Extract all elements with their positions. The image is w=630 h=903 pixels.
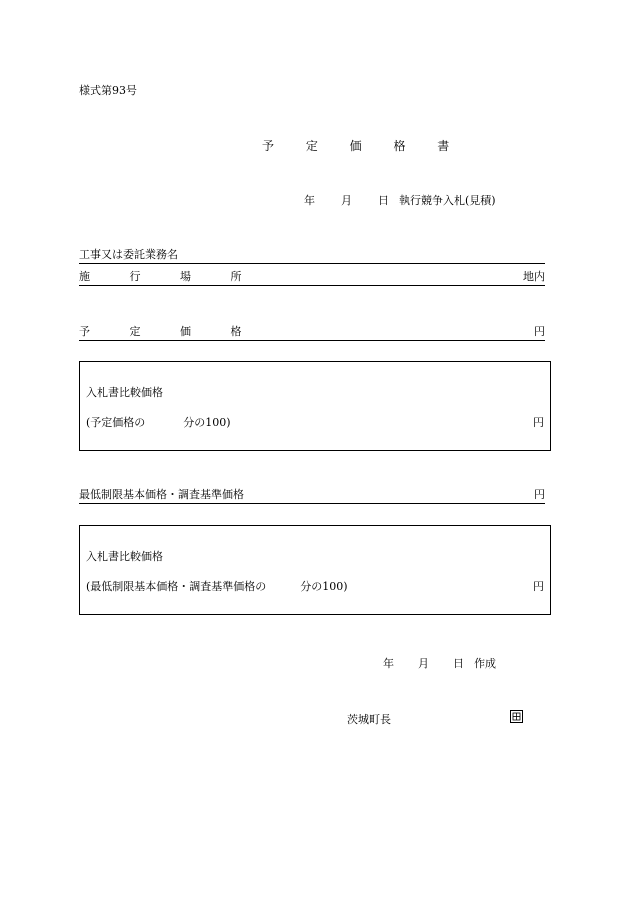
created-year-label: 年 — [383, 657, 394, 670]
bid-comparison-note-prefix: (最低制限基本価格・調査基準価格の — [86, 580, 267, 593]
bid-comparison-unit: 円 — [533, 416, 544, 429]
signatory-title: 茨城町長 — [347, 713, 391, 726]
bid-comparison-note-suffix: 分の100) — [183, 416, 231, 429]
date-year-label: 年 — [304, 194, 315, 207]
minimum-price-label: 最低制限基本価格・調査基準価格 — [79, 488, 244, 501]
bid-comparison-box-2 — [79, 525, 551, 615]
bid-comparison-box-1 — [79, 361, 551, 451]
minimum-price-unit: 円 — [534, 488, 545, 501]
bid-comparison-title: 入札書比較価格 — [86, 550, 163, 563]
minimum-price-row — [79, 487, 545, 504]
created-day-label: 日 — [453, 657, 464, 670]
location-row — [79, 269, 545, 286]
project-name-row — [79, 247, 545, 264]
bid-method-text: 執行競争入札(見積) — [399, 194, 496, 207]
location-suffix: 地内 — [523, 270, 545, 283]
document-title: 予 定 価 格 書 — [262, 139, 464, 153]
bid-comparison-title: 入札書比較価格 — [86, 386, 163, 399]
project-name-label: 工事又は委託業務名 — [79, 248, 178, 261]
created-month-label: 月 — [418, 657, 429, 670]
bid-comparison-unit: 円 — [533, 580, 544, 593]
bid-comparison-note — [86, 578, 348, 594]
planned-price-unit: 円 — [534, 325, 545, 338]
date-line — [304, 192, 496, 208]
bid-comparison-note-prefix: (予定価格の — [86, 416, 146, 429]
created-date-line — [383, 655, 496, 671]
date-month-label: 月 — [341, 194, 352, 207]
bid-comparison-note-suffix: 分の100) — [300, 580, 348, 593]
planned-price-label: 予 定 価 格 — [79, 325, 260, 338]
date-day-label: 日 — [378, 194, 389, 207]
created-label: 作成 — [474, 657, 496, 670]
form-number: 様式第93号 — [79, 84, 137, 97]
planned-price-row — [79, 324, 545, 341]
location-label: 施 行 場 所 — [79, 270, 260, 283]
bid-comparison-note — [86, 414, 231, 430]
seal-stamp-icon — [510, 710, 523, 723]
